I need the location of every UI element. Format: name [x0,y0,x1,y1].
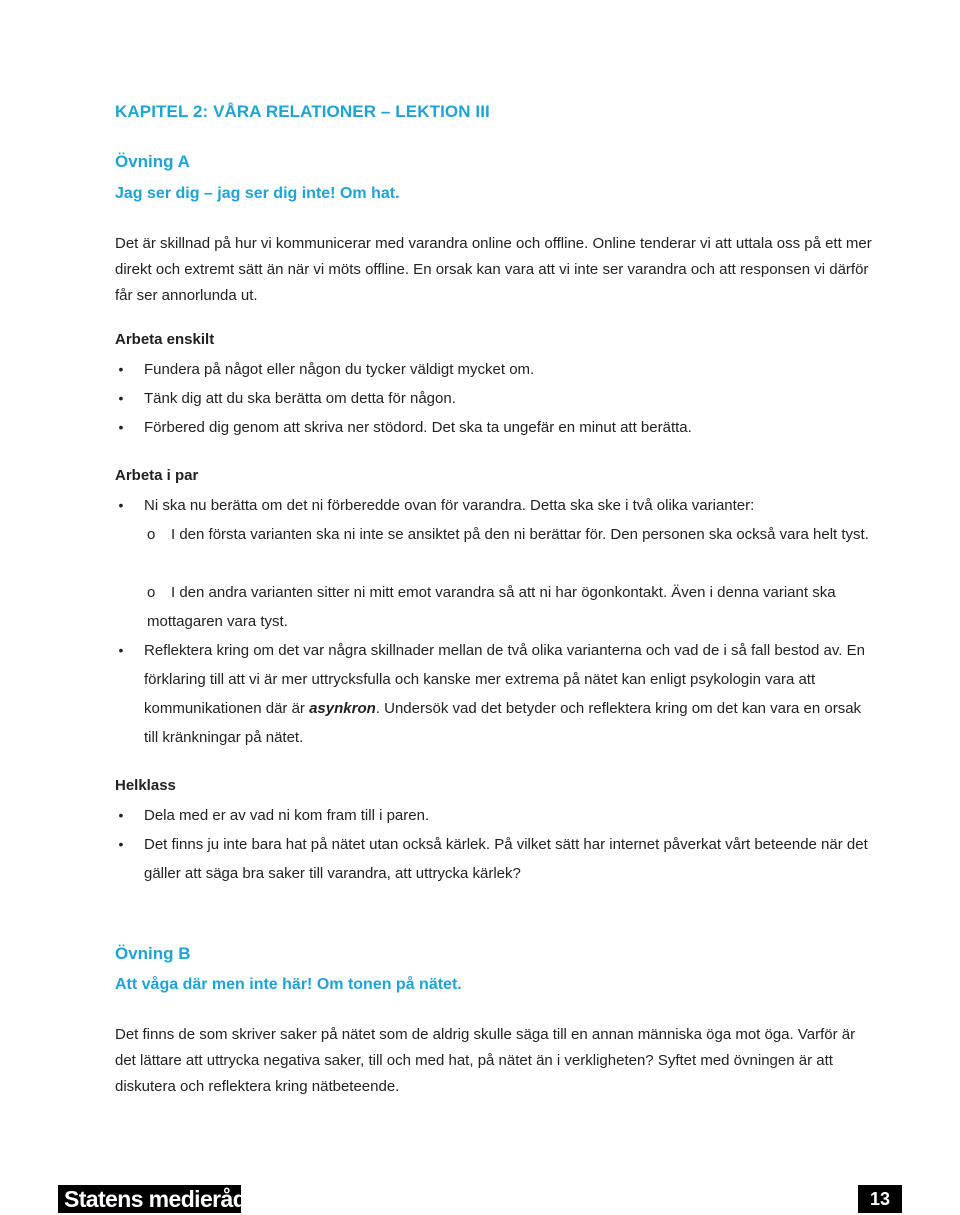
exercise-b-subtitle: Att våga där men inte här! Om tonen på nätet. [115,976,462,993]
heading-arbeta-enskilt: Arbeta enskilt [115,331,215,348]
page-number: 13 [858,1185,902,1213]
bullet-icon: • [118,419,124,435]
list-item: • Fundera på något eller någon du tycker väldigt mycket om. [115,355,875,384]
bullet-icon: • [118,390,124,406]
list-item: • Reflektera kring om det var några skillnader mellan de två olika varianterna och vad de i så fall bestod av. En förklaring till att vi är mer uttrycksfulla och kanske mer extrema på nätet kan enligt psykologin vara att kommunikationen där är asynkron. Undersök vad det betyder och reflektera kring om det kan vara en orsak till kränkningar på nätet. [115,636,875,752]
sub-bullet-marker: o [147,526,156,543]
bullet-icon: • [118,836,124,852]
chapter-title: KAPITEL 2: VÅRA RELATIONER – LEKTION III [115,102,490,121]
exercise-b-title: Övning B [115,944,191,963]
exercise-a-title: Övning A [115,152,190,171]
heading-helklass: Helklass [115,777,176,794]
list-item: • Dela med er av vad ni kom fram till i paren. [115,801,875,830]
list-item: • Det finns ju inte bara hat på nätet utan också kärlek. På vilket sätt har internet påverkat vårt beteende när det gäller att säga bra saker till varandra, att uttrycka kärlek? [115,830,875,888]
exercise-a-subtitle: Jag ser dig – jag ser dig inte! Om hat. [115,185,400,202]
bullet-icon: • [118,807,124,823]
sub-list-item: o I den första varianten ska ni inte se ansiktet på den ni berättar för. Den personen ska också vara helt tyst. [147,520,875,549]
emphasis-asynkron: asynkron [309,700,376,717]
exercise-b-intro: Det finns de som skriver saker på nätet som de aldrig skulle säga till en annan människa öga mot öga. Varför är det lättare att uttrycka negativa saker, till och med hat, på nätet än i verkligheten? Syftet med övningen är att diskutera och reflektera kring nätbeteende. [115,1026,856,1095]
bullet-icon: • [118,642,124,658]
exercise-a-intro: Det är skillnad på hur vi kommunicerar med varandra online och offline. Online tenderar vi att uttala oss på ett mer direkt och extremt sätt än när vi möts offline. En orsak kan vara att vi inte ser varandra och att responsen vi därför får ser annorlunda ut. [115,235,872,304]
statens-medierad-logo: Statens medieråd [58,1185,241,1213]
sub-bullet-marker: o [147,584,156,601]
list-item: • Tänk dig att du ska berätta om detta för någon. [115,384,875,413]
bullet-icon: • [118,497,124,513]
sub-list-item: o I den andra varianten sitter ni mitt emot varandra så att ni har ögonkontakt. Även i denna variant ska mottagaren vara tyst. [147,578,875,636]
bullet-icon: • [118,361,124,377]
list-item: • Förbered dig genom att skriva ner stödord. Det ska ta ungefär en minut att berätta. [115,413,875,442]
heading-arbeta-i-par: Arbeta i par [115,467,199,484]
list-item: • Ni ska nu berätta om det ni förberedde ovan för varandra. Detta ska ske i två olika varianter: [115,491,875,520]
